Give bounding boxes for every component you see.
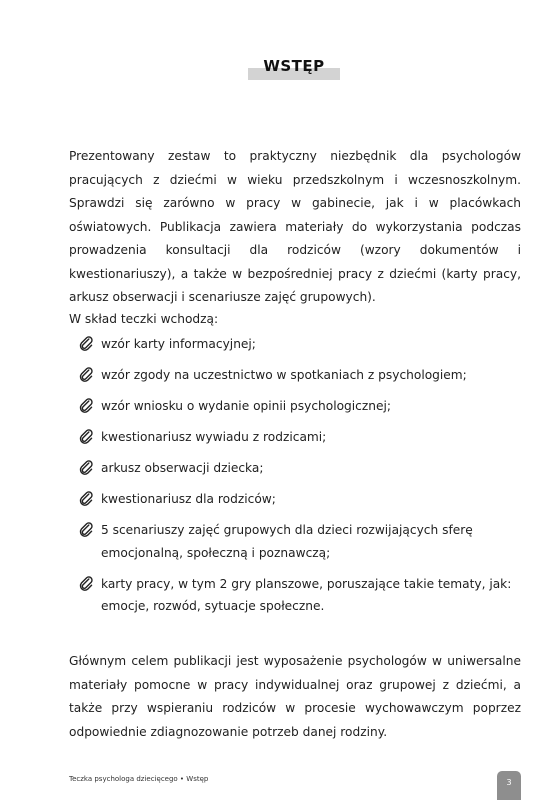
list-item-text: wzór wniosku o wydanie opinii psychologicznej; xyxy=(101,399,391,413)
paperclip-icon xyxy=(79,491,94,506)
list-item xyxy=(79,364,523,387)
list-item-text: kwestionariusz wywiadu z rodzicami; xyxy=(101,430,327,444)
running-footer: Teczka psychologa dziecięcego • Wstęp xyxy=(69,775,209,783)
list-item xyxy=(79,426,523,449)
list-item xyxy=(79,395,523,418)
paperclip-icon xyxy=(79,336,94,351)
paperclip-icon xyxy=(79,522,94,537)
list-item-text: wzór karty informacyjnej; xyxy=(101,337,256,351)
paperclip-icon xyxy=(79,460,94,475)
page-number: 3 xyxy=(506,778,512,787)
list-item-text: kwestionariusz dla rodziców; xyxy=(101,492,276,506)
paperclip-icon xyxy=(79,576,94,591)
list-item xyxy=(79,573,523,618)
list-item xyxy=(79,457,523,480)
page-title: WSTĘP xyxy=(263,57,325,75)
list-item xyxy=(79,519,523,564)
intro-paragraph: Prezentowany zestaw to praktyczny niezbędnik dla psychologów pracujących z dziećmi w wieku przedszkolnym i wczesnoszkolnym. Sprawdzi się zarówno w pracy w gabinecie, jak i w placówkach oświatowych. Publikacja zawiera materiały do wykorzystania podczas prowadzenia konsultacji dla rodziców (wzory dokumentów i kwestionariuszy), a także w bezpośredniej pracy z dziećmi (karty pracy, arkusz obserwacji i scenariusze zajęć grupowych). xyxy=(69,149,521,304)
list-item xyxy=(79,333,523,356)
list-item-text: wzór zgody na uczestnictwo w spotkaniach z psychologiem; xyxy=(101,368,467,382)
paperclip-icon xyxy=(79,367,94,382)
list-item-text: 5 scenariuszy zajęć grupowych dla dzieci rozwijających sferę emocjonalną, społeczną i poznawczą; xyxy=(101,523,473,560)
list-item-text: arkusz obserwacji dziecka; xyxy=(101,461,264,475)
contents-list xyxy=(79,333,523,618)
page-heading xyxy=(248,57,340,80)
list-intro: W skład teczki wchodzą: xyxy=(69,312,219,326)
page-number-tab xyxy=(497,771,521,800)
closing-paragraph: Głównym celem publikacji jest wyposażenie psychologów w uniwersalne materiały pomocne w pracy indywidualnej oraz grupowej z dziećmi, a także przy wspieraniu rodziców w procesie wychowawczym poprzez odpowiednie zdiagnozowanie potrzeb danej rodziny. xyxy=(69,654,521,739)
paperclip-icon xyxy=(79,429,94,444)
list-item xyxy=(79,488,523,511)
list-item-text: karty pracy, w tym 2 gry planszowe, poruszające takie tematy, jak: emocje, rozwód, sytuacje społeczne. xyxy=(101,576,512,613)
paperclip-icon xyxy=(79,398,94,413)
